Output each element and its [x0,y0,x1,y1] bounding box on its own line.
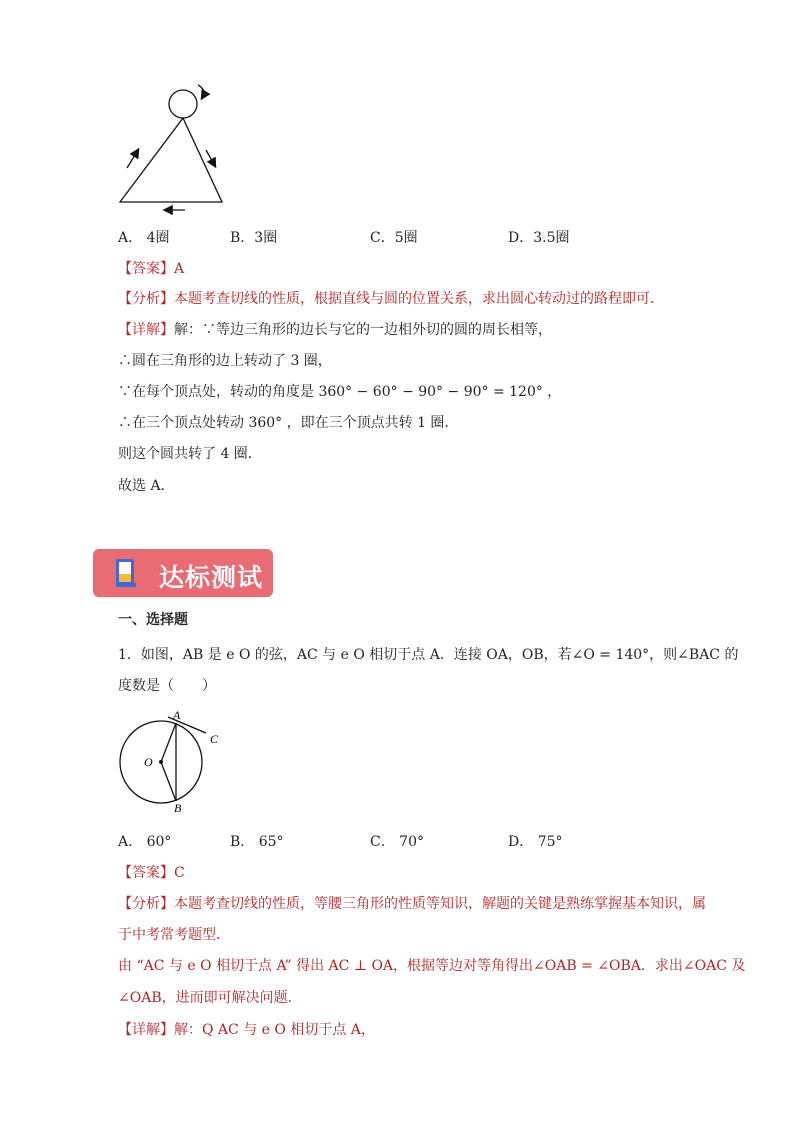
prev-option-c: C．5圈 [370,230,418,246]
point-o [159,760,163,764]
segment-ob [161,762,176,801]
label-a: A [173,708,181,722]
book-icon [113,557,139,589]
prev-detail-line-2: ∴圆在三角形的边上转动了 3 圈， [118,353,332,369]
q1-analysis-line-3: 由 “AC 与 e O 相切于点 A” 得出 AC ⊥ OA，根据等边对等角得出∠OAB = ∠OBA．求出∠OAC 及 [118,958,746,974]
q1-stem-line-1: 1．如图，AB 是 e O 的弦，AC 与 e O 相切于点 A．连接 OA，OB，若∠O = 140°，则∠BAC 的 [118,647,739,663]
q1-analysis-line-4: ∠OAB，进而即可解决问题． [118,990,302,1006]
prev-option-b: B．3圈 [230,230,278,246]
banner-title: 达标测试 [159,563,264,592]
section-banner [93,549,273,597]
section-title: 一、选择题 [118,612,188,628]
prev-detail-line-4: ∴在三个顶点处转动 360° ，即在三个顶点共转 1 圈． [118,415,459,431]
q1-answer: 【答案】C [118,865,185,881]
prev-option-a: A． 4圈 [118,230,170,246]
q1-stem-line-2: 度数是（ ） [118,678,216,694]
label-c: C [210,732,219,746]
prev-answer: 【答案】A [118,261,185,277]
q1-option-b: B． 65° [230,834,284,850]
label-b: B [174,801,182,815]
q1-analysis-line-2: 于中考常考题型． [118,927,230,943]
prev-detail-line-6: 故选 A． [118,478,175,494]
label-o: O [144,755,153,769]
segment-oa [161,723,176,762]
prev-detail-line-3: ∵在每个顶点处，转动的角度是 360° − 60° − 90° − 90° = 120° ， [118,384,562,400]
rolling-circle-figure [110,82,235,217]
arrow-right-side [206,150,215,166]
triangle [120,118,222,202]
q1-option-d: D． 75° [508,834,563,850]
prev-detail-line-1: 【详解】解：∵等边三角形的边长与它的一边相外切的圆的周长相等， [118,322,552,338]
prev-detail-line-5: 则这个圆共转了 4 圈． [118,446,262,462]
prev-option-d: D．3.5圈 [508,230,570,246]
q1-circle-figure [110,705,230,815]
q1-detail-line-1: 【详解】解：Q AC 与 e O 相切于点 A， [118,1022,375,1038]
q1-option-c: C． 70° [370,834,424,850]
prev-analysis: 【分析】本题考查切线的性质，根据直线与圆的位置关系，求出圆心转动过的路程即可． [118,291,664,307]
arrow-left-side [127,150,138,168]
rolling-circle [169,90,197,118]
q1-option-a: A． 60° [118,834,172,850]
q1-analysis-line-1: 【分析】本题考查切线的性质，等腰三角形的性质等知识，解题的关键是熟练掌握基本知识，属 [118,896,706,912]
rotation-arrow [198,85,204,98]
